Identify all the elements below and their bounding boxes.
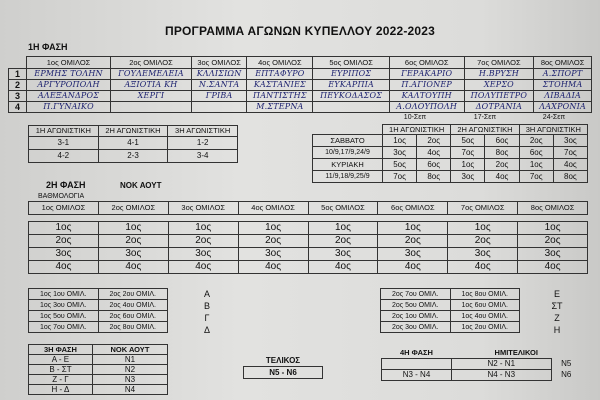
pair-cell: 1-2 [168,137,238,150]
table-row [382,358,582,369]
team-cell: ΔΟΤΡΑΝΙΑ [464,102,534,113]
team-cell: ΑΡΓΥΡΟΠΟΛΗ [27,80,111,91]
pairing-cell: Ν2 - Ν1 [452,358,552,369]
team-cell: ΧΕΡΣΟ [464,80,534,91]
final-table [243,366,323,379]
pairing-team: 1ος 8ου ΟΜΙΛ. [450,289,520,300]
pairing-team: 1ος 1ου ΟΜΙΛ. [29,289,99,300]
round-header: 3Η ΑΓΩΝΙΣΤΙΚΗ [168,126,238,137]
pairing-team: 1ος 3ου ΟΜΙΛ. [29,300,99,311]
pairing-team: 2ος 8ου ΟΜΙΛ. [98,322,168,333]
team-cell [313,102,389,113]
team-cell: ΕΥΚΑΡΠΙΑ [313,80,389,91]
group-header: 5ος ΟΜΙΛΟΣ [313,57,389,69]
table-row [29,150,238,163]
group-cell: 3ος [383,147,417,159]
match-code: Ν6 [561,369,572,379]
position-cell: 4ος [238,261,308,274]
group-header: 6ος ΟΜΙΛΟΣ [389,57,464,69]
position-cell: 3ος [98,248,168,261]
team-cell: Μ.ΣΤΕΡΝΑ [247,102,313,113]
match-code: Ν4 [92,385,167,395]
group-header: 8ος ΟΜΙΛΟΣ [518,202,588,215]
team-cell: ΚΑΣΤΑΝΙΕΣ [247,80,313,91]
group-cell: 7ος [451,147,485,159]
group-header: 3ος ΟΜΙΛΟΣ [191,57,246,69]
position-cell: 1ος [308,222,378,235]
final-label: ΤΕΛΙΚΟΣ [265,356,301,365]
position-cell: 4ος [518,261,588,274]
phase4-label: 4Η ΦΑΣΗ [400,348,433,357]
table-row [313,171,588,183]
pair-cell: 3-4 [168,150,238,163]
group-cell: 3ος [553,135,587,147]
position-cell: 4ος [378,261,448,274]
team-cell [191,102,246,113]
position-cell: 2ος [238,235,308,248]
table-row [29,375,168,385]
match-code: Γ [204,313,210,323]
pairings-left-table [28,288,168,333]
match-code: Ε [553,289,560,299]
pairing-cell: Ν4 - Ν3 [452,369,552,380]
pairing-cell: Η - Δ [29,385,93,395]
row-number: 4 [9,102,27,113]
table-row [9,102,592,113]
round-header: 2Η ΑΓΩΝΙΣΤΙΚΗ [451,125,519,135]
group-cell: 8ος [417,171,451,183]
row-number: 1 [9,69,27,80]
phase2-ranking-table [28,201,588,215]
position-cell: 2ος [448,235,518,248]
pairing-team: 1ος 4ου ΟΜΙΛ. [450,311,520,322]
match-code: Ν3 [92,375,167,385]
pairing-team: 1ος 2ου ΟΜΙΛ. [450,322,520,333]
pairing-team: 2ος 3ου ΟΜΙΛ. [381,322,451,333]
pairing-team: 2ος 4ου ΟΜΙΛ. [98,300,168,311]
phase2-label: 2Η ΦΑΣΗ [46,180,86,190]
page-title: ΠΡΟΓΡΑΜΜΑ ΑΓΩΝΩΝ ΚΥΠΕΛΛΟΥ 2022-2023 [164,24,436,38]
position-cell: 1ος [98,222,168,235]
phase2-positions-table [28,221,588,274]
pairing-cell: Β - ΣΤ [29,365,93,375]
pairing-cell: Α - Ε [29,355,93,365]
group-cell: 4ος [553,159,587,171]
position-cell: 3ος [29,248,99,261]
position-cell: 3ος [168,248,238,261]
group-cell: 8ος [485,147,519,159]
team-cell: ΚΛΛΙΣΙΩΝ [191,69,246,80]
group-cell: 7ος [519,171,553,183]
table-row [29,261,588,274]
team-cell: ΑΛΕΞΑΝΔΡΟΣ [27,91,111,102]
position-cell: 4ος [29,261,99,274]
group-cell: 7ος [553,147,587,159]
group-cell: 6ος [519,147,553,159]
pairings-right-table [380,288,520,333]
match-code: Δ [203,325,210,335]
team-cell: ΠΟΛΥΠΕΤΡΟ [464,91,534,102]
match-code: Ν2 [92,365,167,375]
row-number: 3 [9,91,27,102]
group-header: 6ος ΟΜΙΛΟΣ [378,202,448,215]
group-cell: 6ος [417,159,451,171]
group-cell: 1ος [519,159,553,171]
group-header: 7ος ΟΜΙΛΟΣ [448,202,518,215]
table-row [29,300,168,311]
group-cell: 1ος [383,135,417,147]
pair-cell: 4-2 [29,150,99,163]
table-row [29,289,168,300]
table-row [381,311,520,322]
team-cell: ΠΑΝΤΙΣΤΗΣ [247,91,313,102]
position-cell: 2ος [29,235,99,248]
day-label: ΚΥΡΙΑΚΗ [313,159,383,171]
dates-label: 10/9,17/9,24/9 [313,147,383,159]
team-cell: ΑΞΙΟΤΙΑ ΚΗ [111,80,192,91]
group-header: 2ος ΟΜΙΛΟΣ [98,202,168,215]
team-cell: ΠΕΥΚΟΔΑΣΟΣ [313,91,389,102]
semis-label: ΗΜΙΤΕΛΙΚΟΙ [494,348,538,357]
team-cell: ΛΑΧΡΟΝΙΑ [534,102,592,113]
phase3-label: 3Η ΦΑΣΗ [29,345,93,355]
team-cell: Π.ΓΥΝΑΙΚΟ [27,102,111,113]
position-cell: 2ος [378,235,448,248]
table-row [9,80,592,91]
group-header: 4ος ΟΜΙΛΟΣ [247,57,313,69]
match-code: Ν5 [561,358,572,368]
phase1-groups-table [8,56,592,113]
round-header: 1Η ΑΓΩΝΙΣΤΙΚΗ [383,125,451,135]
pairing-team: 2ος 5ου ΟΜΙΛ. [381,300,451,311]
date-label: 24-Σεπ [542,114,566,121]
team-cell: Α.ΣΠΟΡΤ [534,69,592,80]
group-cell: 7ος [383,171,417,183]
table-row [381,289,520,300]
date-label: 10-Σεπ [403,114,427,121]
position-cell: 1ος [518,222,588,235]
team-cell: ΓΕΡΑΚΑΡΙΟ [389,69,464,80]
group-cell: 2ος [417,135,451,147]
team-cell: ΚΑΛΤΟΥΠΗ [389,91,464,102]
table-row [9,69,592,80]
table-row [313,147,588,159]
group-cell: 1ος [451,159,485,171]
team-cell: Η.ΒΡΥΣΗ [464,69,534,80]
group-cell: 8ος [553,171,587,183]
pair-cell: 2-3 [98,150,168,163]
position-cell: 4ος [98,261,168,274]
position-cell: 4ος [308,261,378,274]
table-row [9,91,592,102]
table-row [29,385,168,395]
dates-label: 11/9,18/9,25/9 [313,171,383,183]
pairing-team: 2ος 2ου ΟΜΙΛ. [98,289,168,300]
team-cell: ΕΡΜΗΣ ΤΟΛΗΝ [27,69,111,80]
pairing-team: 1ος 5ου ΟΜΙΛ. [29,311,99,322]
pairing-team: 2ος 6ου ΟΜΙΛ. [98,311,168,322]
table-row [382,369,582,380]
pairing-team: 2ος 7ου ΟΜΙΛ. [381,289,451,300]
table-row [313,159,588,171]
position-cell: 4ος [448,261,518,274]
round-header: 1Η ΑΓΩΝΙΣΤΙΚΗ [29,126,99,137]
phase1-calendar-table [312,124,588,183]
pairing-team: 1ος 7ου ΟΜΙΛ. [29,322,99,333]
position-cell: 4ος [168,261,238,274]
round-pairs-table [28,125,238,163]
match-code: Ζ [554,313,560,323]
position-cell: 1ος [238,222,308,235]
group-header: 5ος ΟΜΙΛΟΣ [308,202,378,215]
team-cell: ΕΥΡΙΠΟΣ [313,69,389,80]
final-match: Ν5 - Ν6 [244,367,323,379]
team-cell: ΕΠΤΑΦΥΡΟ [247,69,313,80]
team-cell: Α.ΟΛΟΥΠΟΛΗ [389,102,464,113]
group-cell: 5ος [383,159,417,171]
table-row [29,322,168,333]
team-cell: ΓΟΥΛΕΜΕΛΕΙΑ [111,69,192,80]
position-cell: 3ος [238,248,308,261]
table-row [381,300,520,311]
team-cell: ΛΙΒΑΔΙΑ [534,91,592,102]
position-cell: 3ος [308,248,378,261]
group-cell: 4ος [485,171,519,183]
group-header: 2ος ΟΜΙΛΟΣ [111,57,192,69]
team-cell: Π.ΑΓΙΟΝΕΡ [389,80,464,91]
group-header: 3ος ΟΜΙΛΟΣ [168,202,238,215]
group-header: 8ος ΟΜΙΛΟΣ [534,57,592,69]
group-header: 4ος ΟΜΙΛΟΣ [238,202,308,215]
match-code: ΣΤ [551,301,563,311]
group-header: 1ος ΟΜΙΛΟΣ [27,57,111,69]
round-header: 3Η ΑΓΩΝΙΣΤΙΚΗ [519,125,587,135]
team-cell: ΣΤΟΗΜΑ [534,80,592,91]
group-cell: 4ος [417,147,451,159]
pair-cell: 4-1 [98,137,168,150]
team-cell: ΧΕΡΓΙ [111,91,192,102]
round-header: 2Η ΑΓΩΝΙΣΤΙΚΗ [98,126,168,137]
table-row [29,365,168,375]
match-code: Ν1 [92,355,167,365]
position-cell: 2ος [168,235,238,248]
table-row [29,248,588,261]
team-cell: Ν.ΣΑΝΤΑ [191,80,246,91]
date-label: 17-Σεπ [473,114,497,121]
group-cell: 5ος [451,135,485,147]
group-cell: 2ος [519,135,553,147]
row-number: 2 [9,80,27,91]
phase1-label: 1Η ΦΑΣΗ [28,42,68,52]
group-header: 1ος ΟΜΙΛΟΣ [29,202,99,215]
table-row [29,222,588,235]
group-cell: 3ος [451,171,485,183]
position-cell: 2ος [98,235,168,248]
phase2-month: ΝΟΚ ΑΟΥΤ [120,181,162,190]
position-cell: 2ος [308,235,378,248]
pairing-cell: Ν3 - Ν4 [382,369,452,380]
match-code: Α [203,289,210,299]
phase4-table [381,348,581,381]
table-row [29,355,168,365]
pairing-cell: Ζ - Γ [29,375,93,385]
table-row [313,135,588,147]
position-cell: 1ος [378,222,448,235]
group-header: 7ος ΟΜΙΛΟΣ [464,57,534,69]
match-code: Β [203,301,210,311]
table-row [29,137,238,150]
position-cell: 1ος [448,222,518,235]
group-cell: 2ος [485,159,519,171]
phase3-month: ΝΟΚ ΑΟΥΤ [92,345,167,355]
table-row [381,322,520,333]
team-cell [111,102,192,113]
team-cell: ΓΡΙΒΑ [191,91,246,102]
pairing-team: 1ος 6ου ΟΜΙΛ. [450,300,520,311]
pairing-team: 2ος 1ου ΟΜΙΛ. [381,311,451,322]
table-row [29,235,588,248]
position-cell: 3ος [448,248,518,261]
ranking-label: ΒΑΘΜΟΛΟΓΙΑ [38,193,85,200]
group-cell: 6ος [485,135,519,147]
position-cell: 1ος [29,222,99,235]
pair-cell: 3-1 [29,137,99,150]
phase3-table [28,344,168,395]
position-cell: 2ος [518,235,588,248]
position-cell: 3ος [518,248,588,261]
table-row [29,311,168,322]
position-cell: 3ος [378,248,448,261]
position-cell: 1ος [168,222,238,235]
match-code: Η [553,325,561,335]
day-label: ΣΑΒΒΑΤΟ [313,135,383,147]
